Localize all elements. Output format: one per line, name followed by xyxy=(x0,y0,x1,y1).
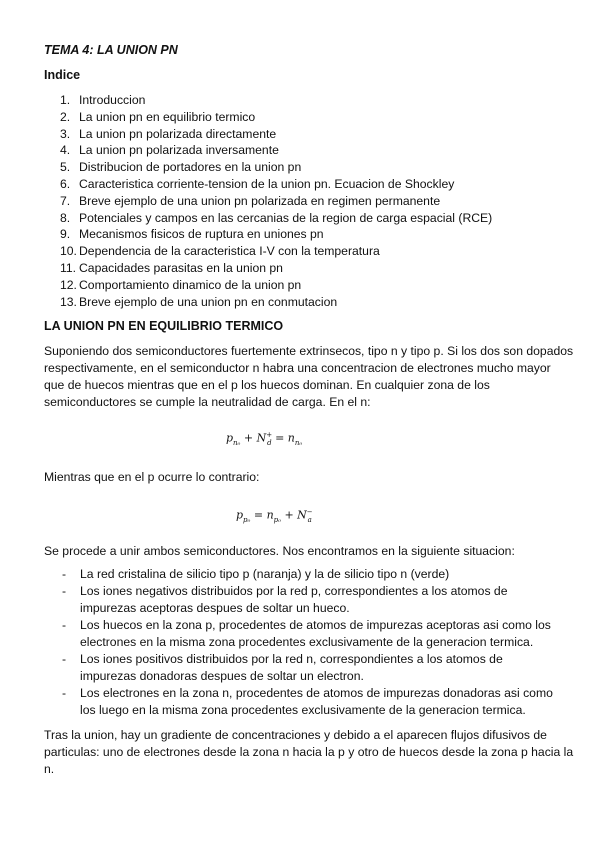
toc-item xyxy=(60,176,492,193)
toc-number: 5. xyxy=(60,160,71,175)
list-item-text: Los huecos en la zona p, procedentes de atomos de impurezas aceptoras asi como los electrones en la misma zona procedentes exclusivamente de la generacion termica. xyxy=(80,618,551,649)
list-item xyxy=(62,617,562,651)
equation-p-neutrality xyxy=(236,508,312,524)
toc-text: La union pn polarizada directamente xyxy=(79,126,277,141)
bullet-marker: - xyxy=(62,584,67,598)
list-item-text: Los iones negativos distribuidos por la red p, correspondientes a los atomos de impurezas aceptoras despues de soltar un hueco. xyxy=(80,584,508,615)
toc-item xyxy=(60,109,492,126)
toc-text: Distribucion de portadores en la union pn xyxy=(79,160,302,175)
toc-text: La union pn en equilibrio termico xyxy=(79,109,256,124)
toc-item xyxy=(60,277,492,294)
toc-number: 6. xyxy=(60,176,71,191)
toc-number: 7. xyxy=(60,193,71,208)
eq-subscript: p₀ xyxy=(243,515,251,524)
toc-text: Potenciales y campos en las cercanias de la region de carga espacial (RCE) xyxy=(79,210,493,225)
bullet-marker: - xyxy=(62,567,67,581)
bullet-marker: - xyxy=(62,618,67,632)
toc-text: Introduccion xyxy=(79,93,146,107)
eq-superscript: − xyxy=(306,508,313,516)
toc-item xyxy=(60,226,492,243)
toc-item xyxy=(60,260,492,277)
toc-number: 13. xyxy=(60,294,77,309)
toc-text: Capacidades parasitas en la union pn xyxy=(79,260,283,275)
eq-subscript: p₀ xyxy=(273,515,281,524)
eq-subscript: n₀ xyxy=(294,438,303,447)
toc-number: 8. xyxy=(60,210,71,225)
equation-n-neutrality xyxy=(226,431,302,447)
list-item-text: Los electrones en la zona n, procedentes de atomos de impurezas donadoras asi como los luego en la misma zona procedentes exclusivamente de la generacion termica. xyxy=(80,686,553,717)
list-item xyxy=(62,583,562,617)
toc-text: Breve ejemplo de una union pn en conmutacion xyxy=(79,294,338,309)
toc-text: La union pn polarizada inversamente xyxy=(79,143,279,158)
eq-symbol: p xyxy=(226,431,234,445)
eq-superscript: + xyxy=(266,431,273,439)
eq-subscript: a xyxy=(307,515,312,524)
toc-item xyxy=(60,92,492,109)
toc-number: 11. xyxy=(60,260,77,275)
eq-operator: + xyxy=(243,431,254,445)
eq-operator: = xyxy=(253,508,264,522)
paragraph-union: Se procede a unir ambos semiconductores. Nos encontramos en la siguiente situacion: xyxy=(44,544,515,558)
list-item-text: La red cristalina de silicio tipo p (naranja) y la de silicio tipo n (verde) xyxy=(80,567,450,581)
toc-number: 3. xyxy=(60,126,71,141)
toc-item xyxy=(60,142,492,159)
section-heading: LA UNION PN EN EQUILIBRIO TERMICO xyxy=(44,319,284,333)
eq-symbol: n xyxy=(287,431,295,445)
eq-operator: + xyxy=(284,508,294,522)
toc-item xyxy=(60,126,492,143)
bullet-list xyxy=(62,566,562,719)
toc-number: 9. xyxy=(60,227,71,242)
eq-subscript: d xyxy=(267,438,272,447)
toc-number: 2. xyxy=(60,109,71,124)
toc-text: Comportamiento dinamico de la union pn xyxy=(79,277,302,292)
index-heading: Indice xyxy=(44,68,81,82)
toc-number: 4. xyxy=(60,143,71,158)
toc-item xyxy=(60,159,492,176)
toc-text: Mecanismos fisicos de ruptura en uniones pn xyxy=(79,227,324,242)
eq-symbol: N xyxy=(297,508,307,522)
toc-item xyxy=(60,210,492,227)
eq-symbol: p xyxy=(236,508,244,522)
toc-item xyxy=(60,193,492,210)
toc-text: Caracteristica corriente-tension de la union pn. Ecuacion de Shockley xyxy=(79,176,455,191)
bullet-marker: - xyxy=(62,686,67,700)
list-item xyxy=(62,566,562,583)
toc-item xyxy=(60,294,492,311)
table-of-contents xyxy=(60,92,492,310)
toc-item xyxy=(60,243,492,260)
document-title: TEMA 4: LA UNION PN xyxy=(44,43,178,57)
toc-text: Breve ejemplo de una union pn polarizada en regimen permanente xyxy=(79,193,441,208)
list-item xyxy=(62,651,562,685)
eq-subscript: n₀ xyxy=(233,438,241,447)
toc-text: Dependencia de la caracteristica I-V con la temperatura xyxy=(79,244,380,259)
toc-number: 12. xyxy=(60,277,77,292)
toc-number: 10. xyxy=(60,244,77,259)
bullet-marker: - xyxy=(62,652,67,666)
eq-operator: = xyxy=(275,431,285,445)
list-item xyxy=(62,685,562,719)
list-item-text: Los iones positivos distribuidos por la red n, correspondientes a los atomos de impurezas donadoras despues de soltar un electron. xyxy=(80,652,503,683)
paragraph-diffusion: Tras la union, hay un gradiente de concentraciones y debido a el aparecen flujos difusivos de particulas: uno de electrones desde la zona n hacia la p y otro de huecos desde la zona p hacia la n. xyxy=(44,728,574,776)
paragraph-p-side: Mientras que en el p ocurre lo contrario: xyxy=(44,470,260,484)
eq-symbol: n xyxy=(266,508,274,522)
toc-number: 1. xyxy=(60,93,71,107)
eq-symbol: N xyxy=(256,431,267,445)
paragraph-intro: Suponiendo dos semiconductores fuertemente extrinsecos, tipo n y tipo p. Si los dos son dopados respectivamente, en el semiconductor n habra una concentracion de electrones mucho mayor que de huecos mientras que en el p los huecos dominan. En cualquier zona de los semiconductores se cumple la neutralidad de carga. En el n: xyxy=(44,344,574,409)
